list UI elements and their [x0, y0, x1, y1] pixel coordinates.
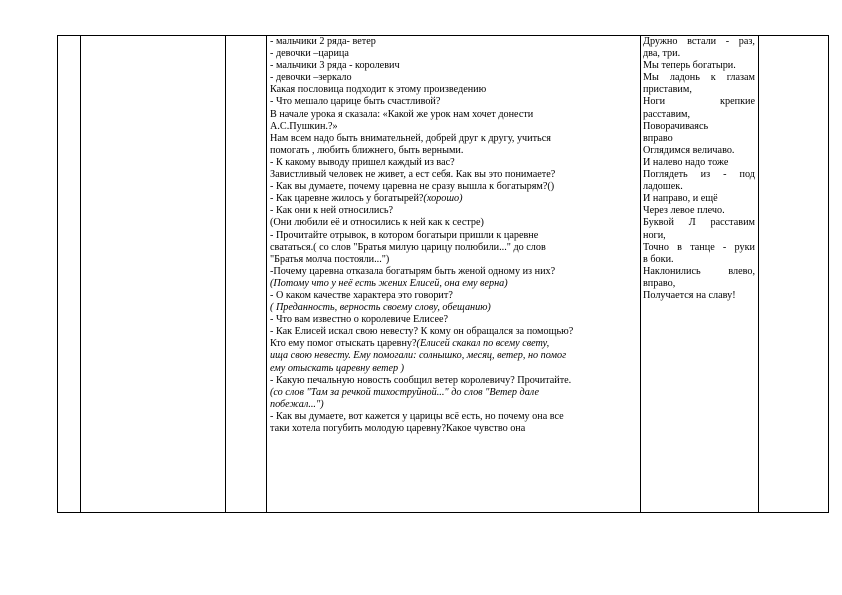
table-border-right — [828, 35, 829, 513]
lesson-line-text: "Братья молча постояли...") — [270, 253, 390, 265]
exercise-line: ноги, — [643, 229, 666, 241]
table-border-left — [57, 35, 58, 513]
lesson-line-text: - Как вы думаете, вот кажется у царицы всё есть, но почему она все — [270, 410, 564, 422]
lesson-line-text: - Как Елисей искал свою невесту? К кому он обращался за помощью? — [270, 326, 574, 338]
lesson-line — [270, 157, 638, 169]
lesson-line-text: ища свою невесту. Ему помогали: солнышко, месяц, ветер, но помог — [270, 350, 567, 362]
exercise-word: крепкие — [720, 96, 755, 108]
lesson-line-text: ему отыскать царевну ветер ) — [270, 362, 405, 374]
exercise-word: под — [739, 169, 755, 181]
lesson-line — [270, 133, 638, 145]
exercise-word: танце — [690, 241, 715, 253]
lesson-line-answer: (Елисей скакал по всему свету, — [416, 338, 550, 350]
exercise-line — [643, 36, 755, 48]
exercise-line: приставим, — [643, 84, 692, 96]
exercise-word: влево, — [728, 265, 755, 277]
lesson-line-text: А.С.Пушкин.?» — [270, 120, 338, 132]
lesson-line — [270, 290, 638, 302]
lesson-line-text: - К какому выводу пришел каждый из вас? — [270, 156, 455, 168]
exercise-word: раз, — [738, 36, 755, 47]
exercise-word: встали — [687, 36, 717, 47]
exercise-line — [643, 169, 755, 181]
lesson-line — [270, 230, 638, 242]
lesson-line-text: Завистливый человек не живет, а ест себя. Как вы это понимаете? — [270, 169, 556, 181]
lesson-line — [270, 60, 638, 72]
lesson-line-text: - мальчики 3 ряда - королевич — [270, 60, 400, 72]
lesson-line — [270, 121, 638, 133]
exercise-word: расставим — [710, 217, 755, 229]
exercise-word: Точно — [643, 241, 669, 253]
exercise-line — [643, 96, 755, 108]
exercise-word: из — [700, 169, 711, 181]
lesson-line — [270, 254, 638, 266]
lesson-line — [270, 314, 638, 326]
lesson-line — [270, 242, 638, 254]
exercise-line — [643, 242, 755, 254]
lesson-line-text: - Как царевне жилось у богатырей? — [270, 193, 424, 205]
exercise-line: расставим, — [643, 108, 691, 120]
lesson-line-text: помогать , любить ближнего, быть верными. — [270, 144, 464, 156]
lesson-line-text: - Что мешало царице быть счастливой? — [270, 96, 441, 108]
exercise-word: Поглядеть — [643, 169, 688, 181]
exercise-line: Оглядимся величаво. — [643, 144, 735, 156]
lesson-line — [270, 48, 638, 60]
exercise-word: глазам — [726, 72, 755, 84]
exercise-line: Поворачиваясь — [643, 120, 709, 132]
lesson-line-text: - девочки –царица — [270, 48, 349, 60]
exercise-line: Через левое плечо. — [643, 205, 725, 217]
exercise-line — [643, 217, 755, 229]
exercise-word: в — [677, 241, 682, 253]
lesson-line — [270, 326, 638, 338]
lesson-line-text: В начале урока я сказала: «Какой же урок нам хочет донести — [270, 108, 534, 120]
exercise-line: Мы теперь богатыри. — [643, 60, 736, 72]
exercise-word: Наклонились — [643, 265, 701, 277]
lesson-line-text: таки хотела погубить молодую царевну?Какое чувство она — [270, 423, 526, 434]
physical-exercise-cell — [643, 36, 755, 302]
lesson-line-answer: (хорошо) — [423, 193, 463, 205]
lesson-line — [270, 350, 638, 362]
column-divider-1 — [80, 35, 81, 513]
exercise-word: к — [710, 72, 716, 84]
lesson-line — [270, 169, 638, 181]
lesson-line — [270, 84, 638, 96]
lesson-line-text: - Что вам известно о королевиче Елисее? — [270, 314, 449, 326]
lesson-line-text: ( Преданность, верность своему слову, обещанию) — [270, 302, 491, 314]
exercise-line: в боки. — [643, 253, 674, 265]
lesson-line — [270, 217, 638, 229]
lesson-line — [270, 205, 638, 217]
exercise-line: ладошек. — [643, 181, 683, 193]
exercise-word: руки — [734, 241, 755, 253]
exercise-word: Ноги — [643, 96, 666, 108]
lesson-line-text: Нам всем надо быть внимательней, добрей друг к другу, учиться — [270, 132, 551, 144]
lesson-line — [270, 109, 638, 121]
lesson-line-text: - девочки –зеркало — [270, 72, 352, 84]
exercise-word: Л — [688, 217, 696, 229]
lesson-line-text: - О каком качестве характера это говорит? — [270, 289, 453, 301]
exercise-word: Мы — [643, 72, 659, 84]
lesson-line — [270, 266, 638, 278]
exercise-word: Буквой — [643, 217, 674, 229]
lesson-line-text: Какая пословица подходит к этому произведению — [270, 84, 487, 96]
column-divider-5 — [758, 35, 759, 513]
lesson-line — [270, 193, 638, 205]
lesson-line-text: Кто ему помог отыскать царевну? — [270, 338, 417, 350]
lesson-line-text: - мальчики 2 ряда- ветер — [270, 36, 376, 47]
lesson-line-text: - Прочитайте отрывок, в котором богатыри пришли к царевне — [270, 229, 539, 241]
lesson-line-text: свататься.( со слов "Братья милую царицу полюбили..." до слов — [270, 241, 546, 253]
lesson-line-text: - Как вы думаете, почему царевна не сразу вышла к богатырям?() — [270, 181, 555, 193]
exercise-line — [643, 72, 755, 84]
lesson-line — [270, 423, 638, 435]
lesson-line — [270, 278, 638, 290]
lesson-line-text: (со слов "Там за речкой тихоструйной..." до слов "Ветер дале — [270, 386, 540, 398]
lesson-line-text: -Почему царевна отказала богатырям быть женой одному из них? — [270, 265, 556, 277]
lesson-line — [270, 338, 638, 350]
lesson-line — [270, 387, 638, 399]
lesson-line — [270, 72, 638, 84]
exercise-line: вправо, — [643, 277, 676, 289]
exercise-word: - — [723, 169, 727, 181]
lesson-line — [270, 399, 638, 411]
column-divider-2 — [225, 35, 226, 513]
exercise-line — [643, 266, 755, 278]
lesson-line — [270, 36, 638, 48]
lesson-line-text: - Как они к ней относились? — [270, 205, 394, 217]
exercise-line: вправо — [643, 132, 673, 144]
exercise-word: - — [725, 36, 730, 47]
exercise-line: Получается на славу! — [643, 289, 736, 301]
lesson-line — [270, 145, 638, 157]
exercise-line: И налево надо тоже — [643, 156, 729, 168]
lesson-line-text: - Какую печальную новость сообщил ветер королевичу? Прочитайте. — [270, 374, 572, 386]
exercise-line: И направо, и ещё — [643, 193, 718, 205]
column-divider-4 — [640, 35, 641, 513]
column-divider-3 — [266, 35, 267, 513]
lesson-line-text: побежал...") — [270, 398, 324, 410]
exercise-line: два, три. — [643, 48, 681, 60]
lesson-line — [270, 181, 638, 193]
lesson-line — [270, 411, 638, 423]
lesson-line-text: (Потому что у неё есть жених Елисей, она ему верна) — [270, 277, 508, 289]
lesson-content-cell — [270, 36, 638, 435]
lesson-line — [270, 375, 638, 387]
exercise-word: ладонь — [669, 72, 700, 84]
lesson-line-text: (Они любили её и относились к ней как к сестре) — [270, 217, 484, 229]
lesson-line — [270, 302, 638, 314]
lesson-line — [270, 363, 638, 375]
lesson-line — [270, 96, 638, 108]
exercise-word: Дружно — [643, 36, 678, 47]
exercise-word: - — [722, 241, 727, 253]
